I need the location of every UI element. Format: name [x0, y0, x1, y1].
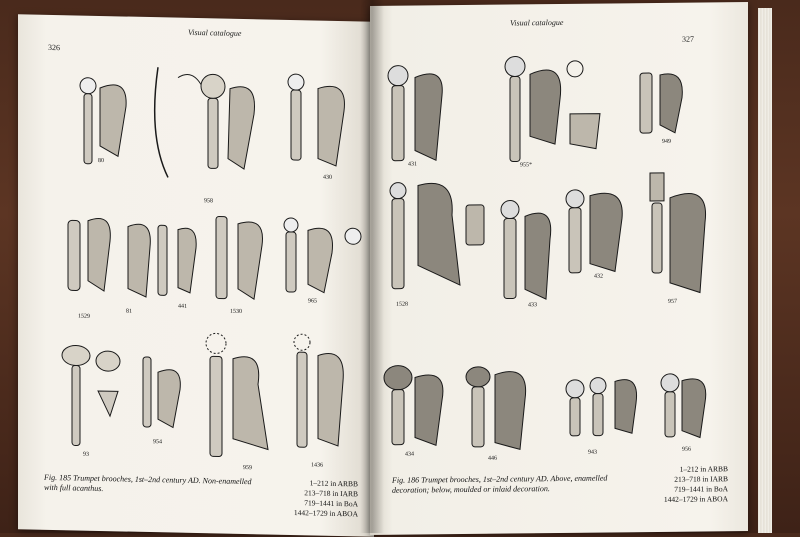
brooch-figure	[201, 74, 255, 169]
brooch-figure	[62, 345, 120, 446]
right-page-number: 327	[682, 34, 694, 44]
brooch-figure	[388, 65, 442, 161]
figure-number-label: 81	[125, 308, 132, 315]
holdings-line: 1–212 in ARBB	[309, 478, 358, 489]
brooch-figure	[505, 56, 600, 162]
figure-number-label: 956	[682, 446, 691, 453]
figure-number-label: 957	[668, 298, 677, 305]
page-edges	[758, 8, 772, 533]
brooch-figure	[384, 365, 443, 446]
figure-number-label: 1530	[230, 308, 242, 315]
holdings-line: 213–718 in IARB	[304, 488, 358, 499]
holdings-line: 213–718 in IARB	[674, 474, 728, 484]
brooch-figure	[128, 224, 196, 298]
brooch-figure	[80, 78, 126, 165]
holdings-line: 1442–1729 in ABOA	[663, 494, 728, 504]
caption-text: Trumpet brooches, 1st–2nd century AD. Above, enamelled decoration; below, moulded or inlaid decoration.	[392, 473, 608, 495]
brooch-figure	[155, 67, 203, 178]
left-page-header: Visual catalogue	[188, 27, 242, 38]
figure-number-label: 954	[153, 439, 162, 446]
brooch-figure	[216, 216, 263, 299]
brooch-figure	[143, 357, 180, 428]
figure-number-label: 1529	[78, 313, 90, 320]
left-holdings-list	[278, 478, 358, 520]
right-page	[370, 2, 748, 535]
caption-figure-number: Fig. 185	[44, 472, 72, 483]
brooch-figure	[466, 366, 526, 450]
brooch-figure	[650, 172, 706, 293]
figure-number-label: 955*	[520, 162, 532, 169]
figure-number-label: 965	[308, 298, 317, 305]
brooch-figure	[566, 189, 622, 273]
right-holdings-list	[648, 464, 728, 505]
figure-number-label: 434	[405, 451, 414, 458]
brooch-figure	[284, 218, 361, 294]
figure-number-label: 1528	[396, 301, 408, 308]
figure-number-label: 446	[488, 455, 497, 462]
brooch-figure	[640, 73, 682, 133]
right-brooch-illustrations	[370, 2, 748, 535]
figure-number-label: 80	[98, 157, 104, 165]
brooch-figure	[566, 377, 637, 436]
holdings-line: 1442–1729 in ABOA	[293, 508, 358, 519]
brooch-figure	[661, 373, 706, 437]
figure-number-label: 959	[243, 464, 252, 472]
book-spine	[360, 0, 384, 533]
figure-number-label: 431	[408, 161, 417, 168]
figure-number-label: 943	[588, 449, 597, 456]
left-page	[18, 14, 374, 536]
caption-text: Trumpet brooches, 1st–2nd century AD. Non-enamelled with full acanthus.	[44, 473, 252, 494]
figure-number-label: 1436	[311, 462, 323, 469]
figure-number-label: 432	[594, 273, 603, 280]
holdings-line: 1–212 in ARBB	[679, 464, 728, 474]
brooch-figure	[68, 218, 110, 291]
figure-number-label: 430	[323, 174, 332, 181]
figure-number-label: 958	[204, 198, 213, 205]
left-brooch-illustrations	[18, 14, 374, 536]
right-page-header: Visual catalogue	[510, 17, 564, 28]
caption-figure-number: Fig. 186	[392, 475, 420, 485]
holdings-line: 719–1441 in BoA	[304, 498, 358, 509]
holdings-line: 719–1441 in BoA	[674, 484, 728, 494]
right-figure-caption	[392, 473, 632, 496]
brooch-figure	[294, 334, 343, 448]
brooch-figure	[288, 74, 344, 166]
brooch-figure	[501, 200, 551, 300]
brooch-figure	[206, 333, 268, 457]
figure-number-label: 93	[83, 451, 89, 458]
figure-number-label: 433	[528, 302, 537, 309]
left-page-number: 326	[48, 42, 60, 53]
figure-number-label: 441	[178, 303, 187, 310]
brooch-figure	[390, 182, 484, 289]
figure-number-label: 949	[662, 138, 671, 145]
